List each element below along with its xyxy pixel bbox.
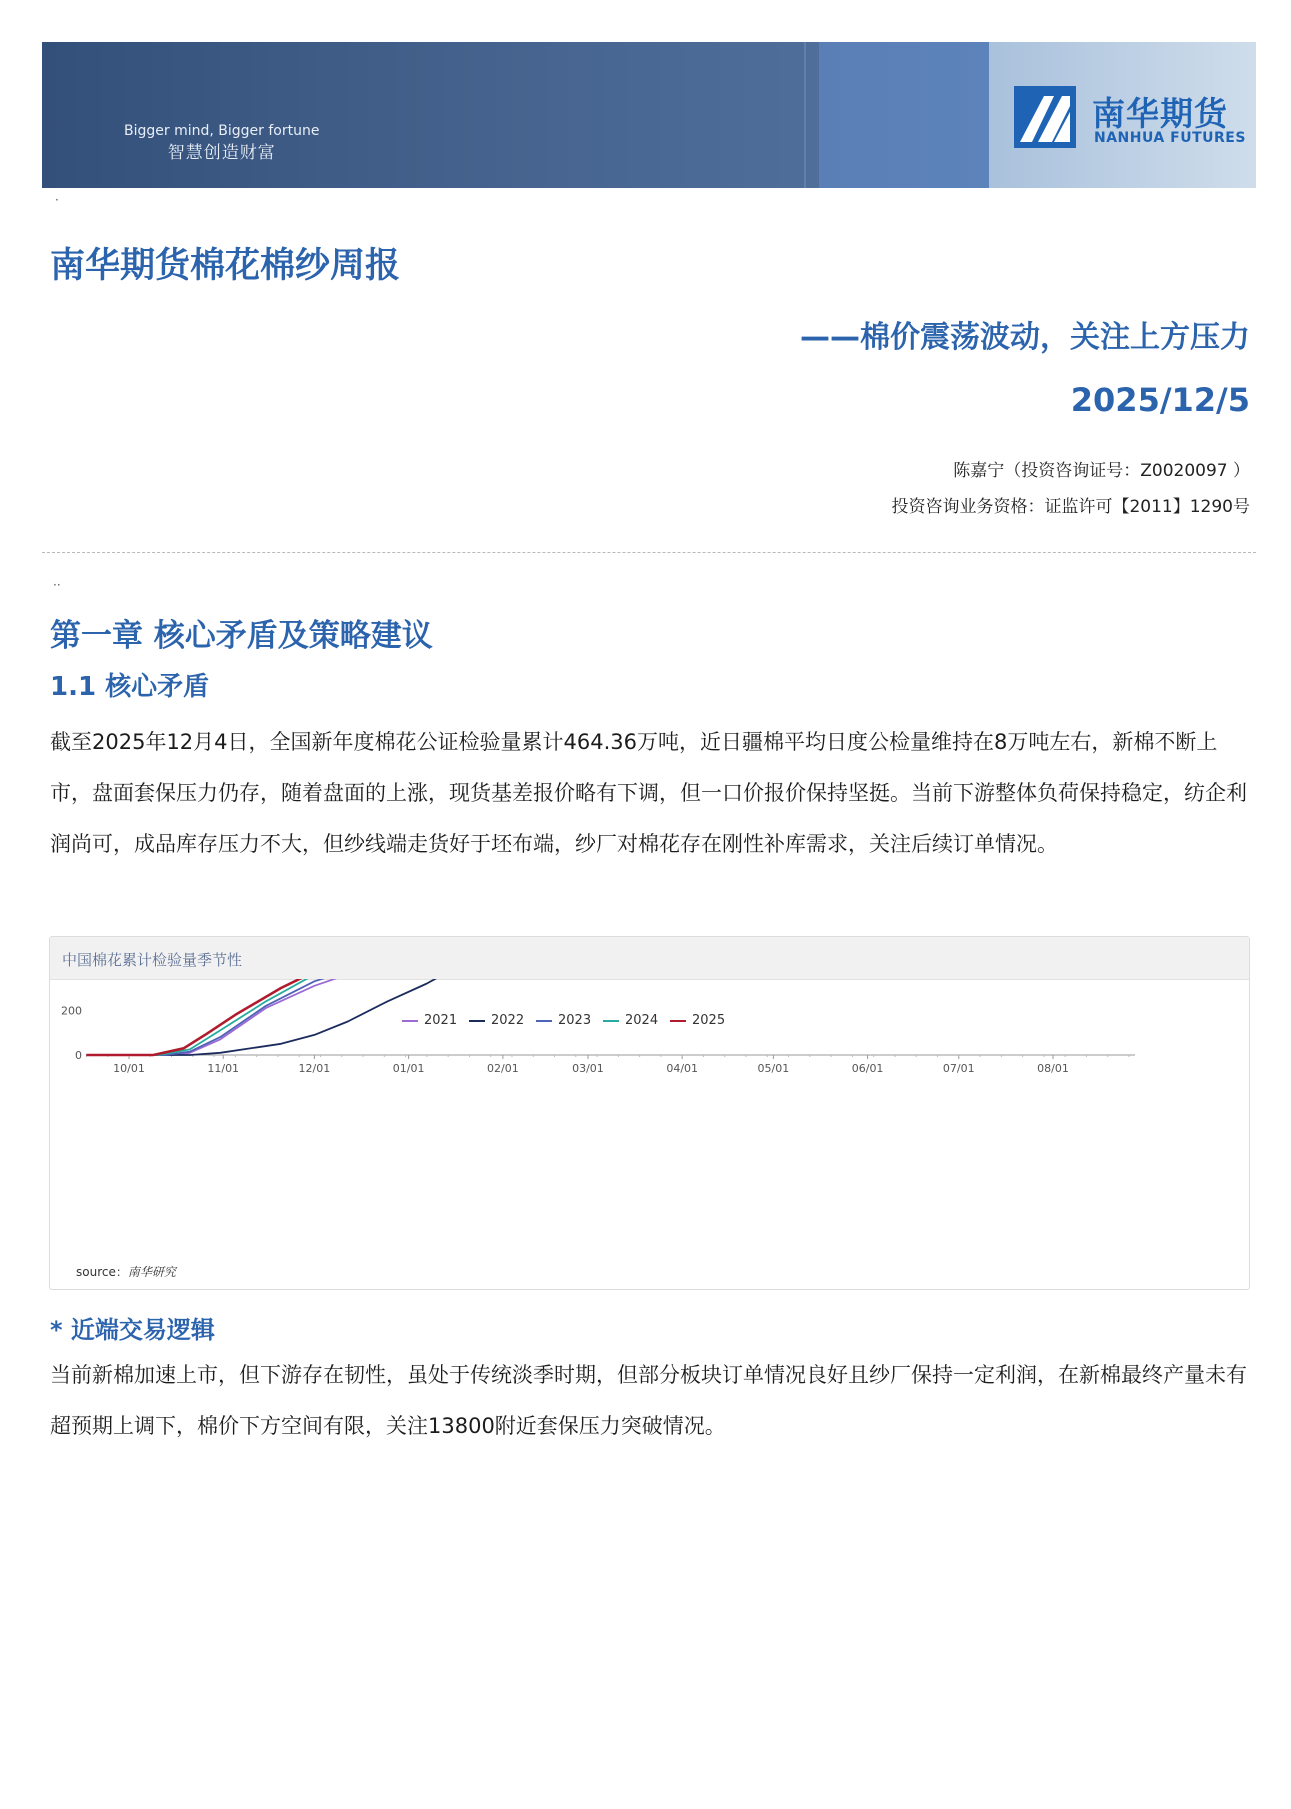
section-heading: 1.1 核心矛盾: [50, 672, 210, 702]
divider: [42, 552, 1256, 553]
series-line-2021: [86, 979, 1135, 1055]
report-qualification: 投资咨询业务资格：证监许可【2011】1290号: [891, 497, 1250, 517]
near-term-heading: * 近端交易逻辑: [50, 1316, 215, 1344]
x-tick-label: 02/01: [487, 1062, 519, 1075]
logo-text-en: NANHUA FUTURES: [1094, 130, 1246, 146]
tagline-en: Bigger mind, Bigger fortune: [124, 123, 320, 139]
source-name: 南华研究: [127, 1265, 176, 1279]
x-tick-label: 05/01: [757, 1062, 790, 1075]
legend-label: 2023: [558, 1013, 592, 1028]
chart-source: [76, 1263, 176, 1280]
y-tick-label: 200: [61, 1004, 82, 1018]
x-tick-label: 07/01: [942, 1062, 975, 1075]
x-tick-label: 08/01: [1037, 1062, 1069, 1075]
y-tick-label: 0: [75, 1049, 82, 1062]
report-author: 陈嘉宁（投资咨询证号：Z0020097 ）: [953, 461, 1250, 481]
report-subtitle: ——棉价震荡波动，关注上方压力: [800, 320, 1250, 355]
logo-text-cn: 南华期货: [1092, 94, 1228, 133]
report-title: 南华期货棉花棉纱周报: [50, 246, 401, 286]
dot-mark: ·: [55, 193, 59, 207]
x-tick-label: 01/01: [392, 1062, 425, 1075]
x-tick-label: 12/01: [298, 1062, 331, 1075]
x-tick-label: 03/01: [572, 1062, 604, 1075]
near-term-paragraph: 当前新棉加速上市，但下游存在韧性，虽处于传统淡季时期，但部分板块订单情况良好且纱厂保持一定利润，在新棉最终产量未有超预期上调下，棉价下方空间有限，关注13800附近套保压力突破情况。: [50, 1363, 1247, 1438]
legend-label: 2022: [491, 1013, 525, 1028]
legend-label: 2021: [424, 1013, 458, 1028]
legend-label: 2025: [692, 1013, 726, 1028]
dot-mark-2: ··: [53, 578, 61, 592]
legend-label: 2024: [625, 1013, 659, 1028]
series-line-2024: [86, 979, 1135, 1055]
chart-panel: [49, 936, 1250, 1290]
series-line-2025: [86, 979, 372, 1055]
x-tick-label: 04/01: [666, 1062, 699, 1075]
x-tick-label: 10/01: [113, 1062, 145, 1075]
nanhua-logo-icon: [1014, 86, 1076, 148]
tagline-cn: 智慧创造财富: [167, 143, 276, 163]
report-date: 2025/12/5: [1070, 381, 1250, 419]
core-paragraph: 截至2025年12月4日，全国新年度棉花公证检验量累计464.36万吨，近日疆棉平均日度公检量维持在8万吨左右，新棉不断上市，盘面套保压力仍存，随着盘面的上涨，现货基差报价略有下调，但一口价报价保持坚挺。当前下游整体负荷保持稳定，纺企利润尚可，成品库存压力不大，但纱线端走货好于坯布端，纱厂对棉花存在刚性补库需求，关注后续订单情况。: [50, 730, 1247, 856]
banner-divider: [804, 42, 806, 188]
line-chart: [50, 979, 1249, 1259]
header-banner: [42, 42, 1256, 188]
chart-title: 中国棉花累计检验量季节性: [62, 951, 243, 969]
x-tick-label: 11/01: [207, 1062, 240, 1075]
company-logo: [1014, 86, 1254, 152]
chart-header: [50, 937, 1249, 980]
chapter-heading: 第一章 核心矛盾及策略建议: [50, 618, 433, 654]
source-label: source：: [76, 1265, 128, 1279]
series-line-2023: [86, 979, 1135, 1055]
tagline: [124, 120, 319, 164]
series-line-2022: [86, 979, 1135, 1055]
x-tick-label: 06/01: [851, 1062, 884, 1075]
